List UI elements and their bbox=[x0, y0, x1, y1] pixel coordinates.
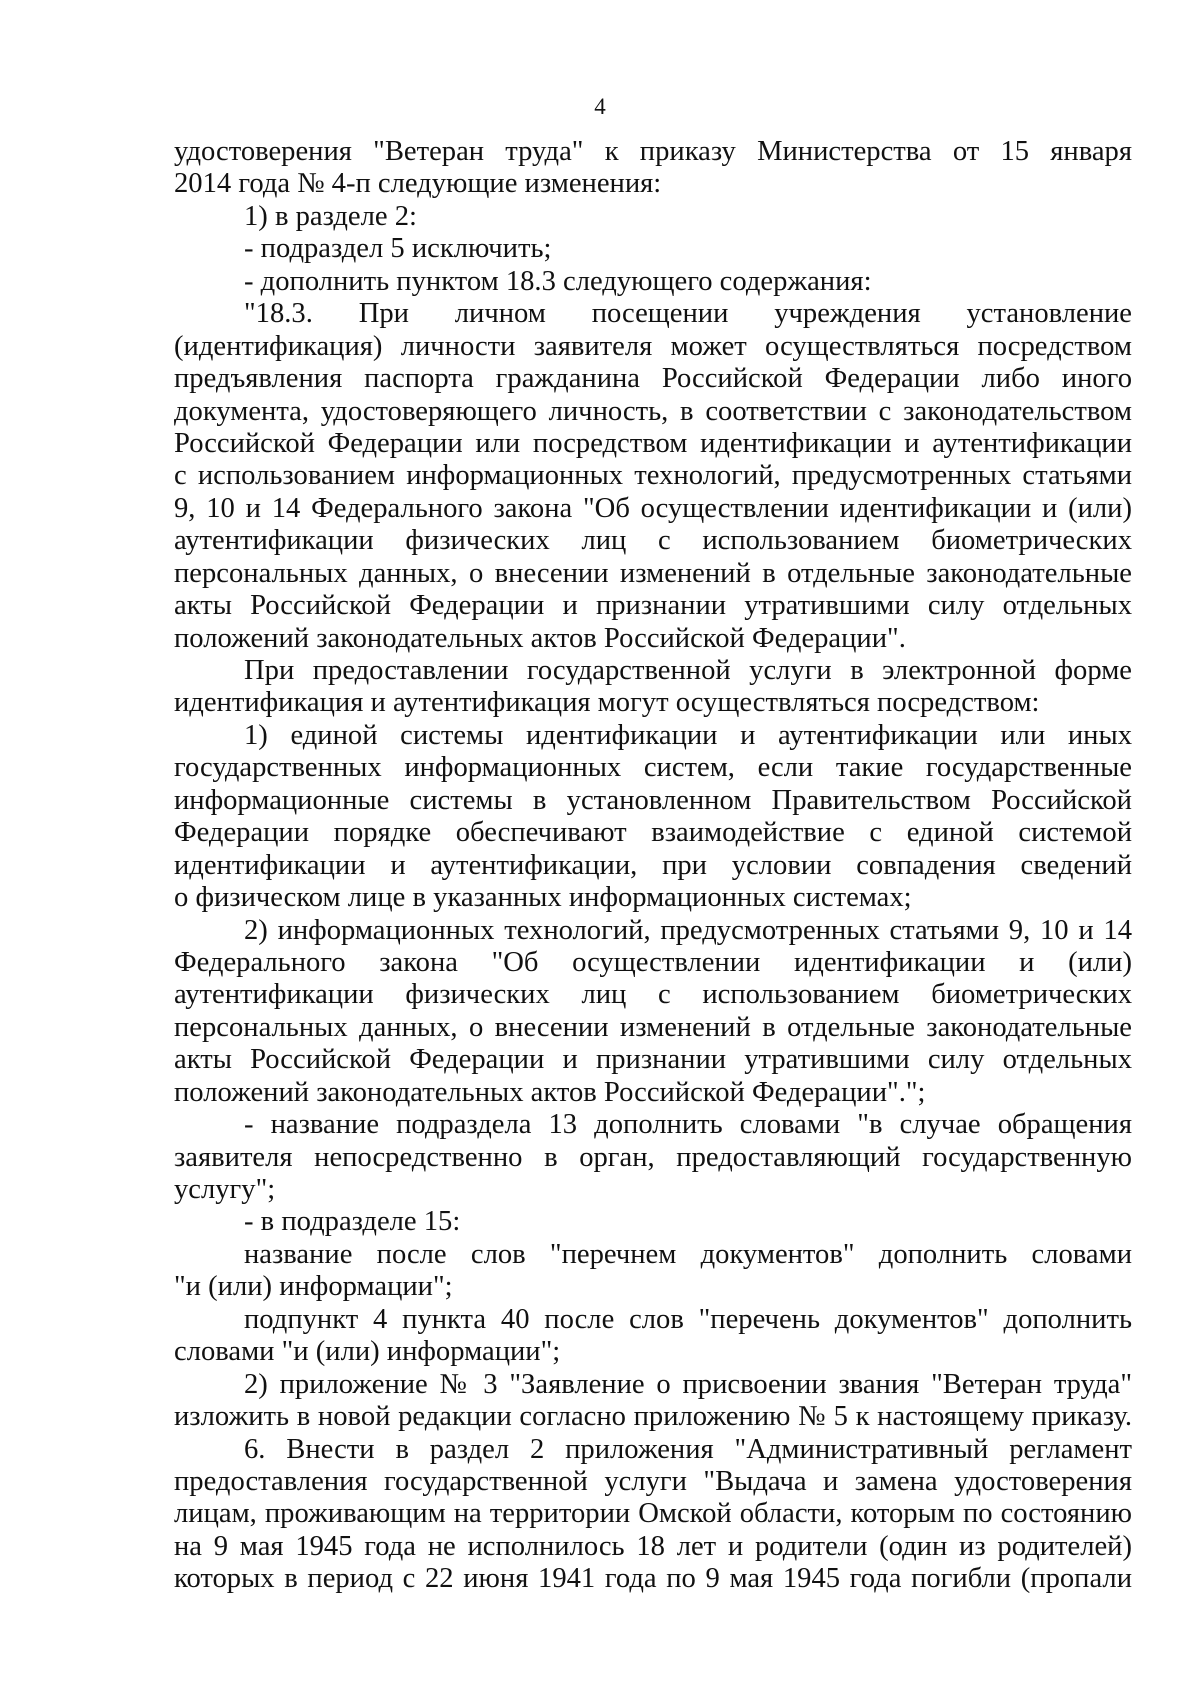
text-line: документа, удостоверяющего личность, в соответствии с законодательством bbox=[174, 395, 1132, 427]
text-line: положений законодательных актов Российской Федерации". bbox=[174, 622, 906, 654]
text-line: изложить в новой редакции согласно приложению № 5 к настоящему приказу. bbox=[174, 1401, 1132, 1433]
text-line: "и (или) информации"; bbox=[174, 1271, 453, 1303]
page-number: 4 bbox=[594, 94, 606, 119]
text-line: подпункт 4 пункта 40 после слов "перечень документов" дополнить bbox=[244, 1303, 1132, 1335]
text-line: (идентификация) личности заявителя может осуществляться посредством bbox=[174, 330, 1132, 362]
text-line: предоставления государственной услуги "Выдача и замена удостоверения bbox=[174, 1465, 1132, 1497]
text-line: название после слов "перечнем документов" дополнить словами bbox=[244, 1238, 1132, 1270]
text-line: идентификации и аутентификации, при условии совпадения сведений bbox=[174, 849, 1132, 881]
text-line: которых в период с 22 июня 1941 года по 9 мая 1945 года погибли (пропали bbox=[174, 1563, 1132, 1595]
text-line: 2014 года № 4-п следующие изменения: bbox=[174, 168, 662, 200]
text-line: 2) приложение № 3 "Заявление о присвоении звания "Ветеран труда" bbox=[244, 1368, 1132, 1400]
text-line: с использованием информационных технологий, предусмотренных статьями bbox=[174, 460, 1132, 492]
text-line: 9, 10 и 14 Федерального закона "Об осуществлении идентификации и (или) bbox=[174, 492, 1132, 524]
text-line: - подраздел 5 исключить; bbox=[244, 233, 552, 265]
text-line: государственных информационных систем, если такие государственные bbox=[174, 752, 1132, 784]
text-line: аутентификации физических лиц с использованием биометрических bbox=[174, 979, 1132, 1011]
text-line: информационные системы в установленном Правительством Российской bbox=[174, 784, 1132, 816]
text-line: удостоверения "Ветеран труда" к приказу Министерства от 15 января bbox=[174, 136, 1132, 167]
text-line: - в подразделе 15: bbox=[244, 1206, 461, 1238]
text-line: акты Российской Федерации и признании утратившими силу отдельных bbox=[174, 1044, 1132, 1076]
text-line: предъявления паспорта гражданина Российской Федерации либо иного bbox=[174, 363, 1132, 395]
document-body bbox=[174, 136, 1132, 1596]
text-line: 1) единой системы идентификации и аутентификации или иных bbox=[244, 719, 1132, 751]
text-line: персональных данных, о внесении изменений в отдельные законодательные bbox=[174, 1011, 1132, 1043]
text-line: лицам, проживающим на территории Омской области, которым по состоянию bbox=[174, 1498, 1132, 1530]
text-line: о физическом лице в указанных информационных системах; bbox=[174, 882, 912, 914]
text-line: акты Российской Федерации и признании утратившими силу отдельных bbox=[174, 590, 1132, 622]
text-line: "18.3. При личном посещении учреждения установление bbox=[244, 298, 1132, 330]
text-line: положений законодательных актов Российской Федерации"."; bbox=[174, 1076, 926, 1108]
text-line: словами "и (или) информации"; bbox=[174, 1336, 561, 1368]
text-line: Федерального закона "Об осуществлении идентификации и (или) bbox=[174, 946, 1132, 978]
text-line: Российской Федерации или посредством идентификации и аутентификации bbox=[174, 427, 1132, 459]
text-line: 2) информационных технологий, предусмотренных статьями 9, 10 и 14 bbox=[244, 914, 1132, 946]
text-line: на 9 мая 1945 года не исполнилось 18 лет и родители (один из родителей) bbox=[174, 1530, 1132, 1562]
text-line: 6. Внести в раздел 2 приложения "Административный регламент bbox=[244, 1433, 1132, 1465]
text-line: аутентификации физических лиц с использованием биометрических bbox=[174, 525, 1132, 557]
text-line: При предоставлении государственной услуги в электронной форме bbox=[244, 655, 1132, 686]
text-line: услугу"; bbox=[174, 1174, 276, 1205]
text-line: идентификация и аутентификация могут осуществляться посредством: bbox=[174, 687, 1040, 719]
text-line: - дополнить пунктом 18.3 следующего содержания: bbox=[244, 265, 872, 297]
text-line: заявителя непосредственно в орган, предоставляющий государственную bbox=[174, 1141, 1132, 1173]
text-line: персональных данных, о внесении изменений в отдельные законодательные bbox=[174, 557, 1132, 589]
text-line: 1) в разделе 2: bbox=[244, 200, 417, 232]
text-line: Федерации порядке обеспечивают взаимодействие с единой системой bbox=[174, 817, 1132, 849]
text-line: - название подраздела 13 дополнить словами "в случае обращения bbox=[244, 1109, 1132, 1141]
